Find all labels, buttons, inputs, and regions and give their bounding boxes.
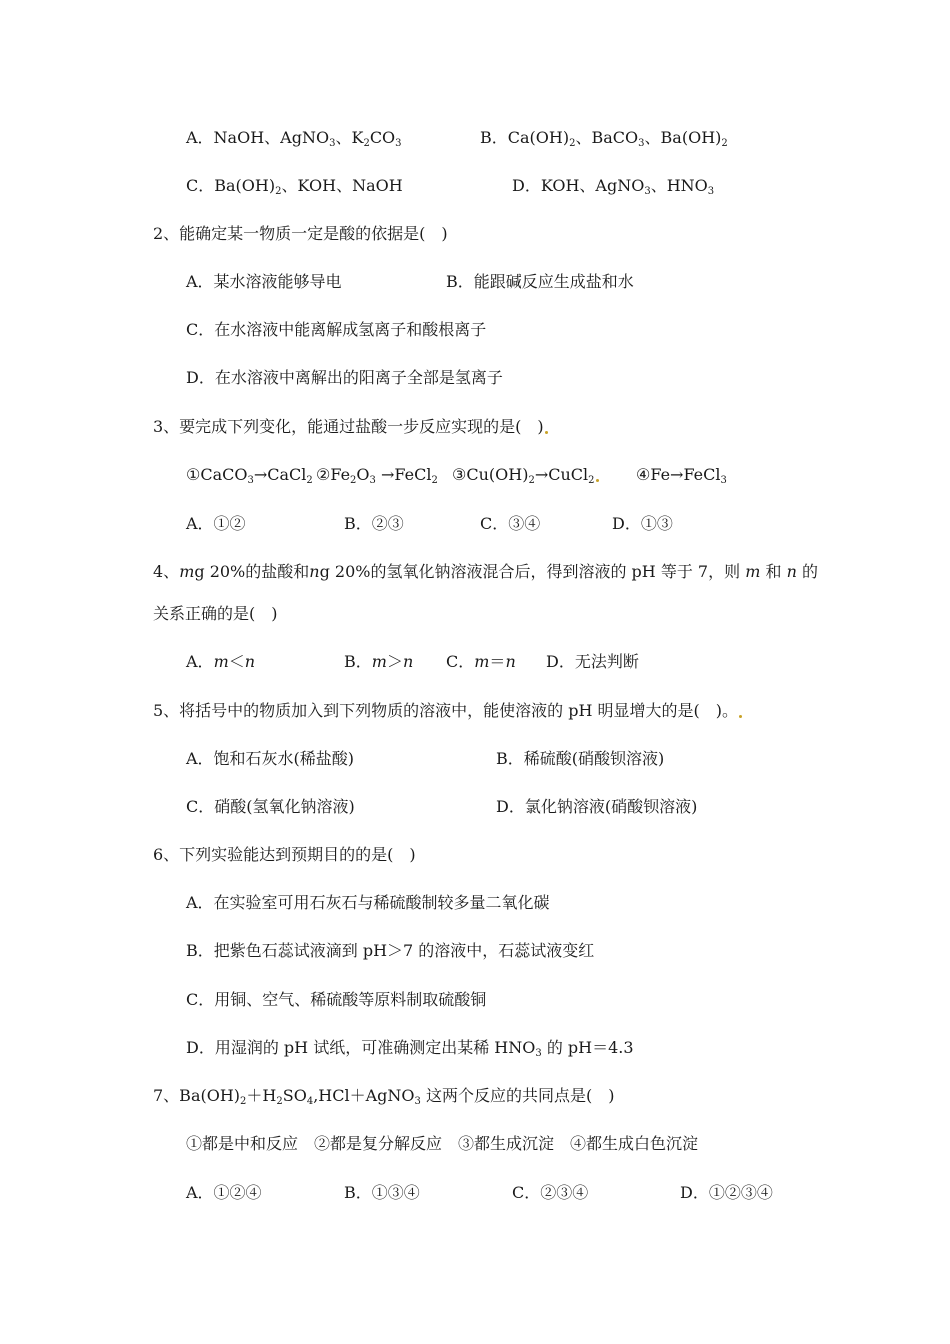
q6-option-c: C．用铜、空气、稀硫酸等原料制取硫酸铜 (186, 990, 487, 1009)
q3-stem: 3、要完成下列变化，能通过盐酸一步反应实现的是( ) (153, 417, 548, 437)
q3-option-a: A．①② (186, 514, 246, 533)
q2-option-a: A．某水溶液能够导电 (186, 272, 342, 291)
q1-option-a: A．NaOH、AgNO$_3$、$K_2CO_3$ (186, 128, 402, 149)
q5-option-a: A．饱和石灰水(稀盐酸) (186, 749, 355, 768)
q3-option-b: B．②③ (344, 514, 404, 533)
q7-option-a: A．①②④ (186, 1183, 262, 1202)
q2-option-d: D．在水溶液中离解出的阳离子全部是氢离子 (186, 368, 503, 387)
q3-option-d: D．①③ (612, 514, 673, 533)
q4-stem-line2: 关系正确的是( ) (153, 604, 278, 623)
q3-change-2: $②Fe_2O_3$ →FeCl$_2$ (316, 465, 438, 486)
ink-mark (739, 715, 742, 718)
ink-mark (545, 431, 548, 434)
q2-option-c: C．在水溶液中能离解成氢离子和酸根离子 (186, 320, 487, 339)
q5-stem: 5、将括号中的物质加入到下列物质的溶液中，能使溶液的 pH 明显增大的是( )。 (153, 701, 742, 721)
q5-option-d: D．氯化钠溶液(硝酸钡溶液) (496, 797, 698, 816)
q7-option-c: C．②③④ (512, 1183, 589, 1202)
q4-option-c: C．m＝n (446, 652, 516, 671)
q6-stem: 6、下列实验能达到预期目的的是( ) (153, 845, 416, 864)
q3-change-3: $③Cu(OH)_2\to CuCl_2$ (452, 465, 599, 485)
q7-statements: ①都是中和反应 ②都是复分解反应 ③都生成沉淀 ④都生成白色沉淀 (186, 1134, 699, 1153)
q1-option-c: C．$Ba(OH)_2$、KOH、NaOH (186, 176, 403, 197)
q7-option-d: D．①②③④ (680, 1183, 773, 1202)
q4-option-d: D．无法判断 (546, 652, 639, 671)
q3-change-1: ①CaCO$_3$→CaCl$_2$ (186, 465, 313, 486)
q3-option-c: C．③④ (480, 514, 541, 533)
q3-change-4: ④Fe→FeCl$_3$ (636, 465, 727, 486)
q4-option-a: A．m＜n (186, 652, 256, 671)
q1-option-b: B．$Ca(OH)_2$、BaCO$_3$、$Ba(OH)_2$ (480, 128, 728, 149)
q6-option-d: D．用湿润的 pH 试纸，可准确测定出某稀 $HNO_3$ 的 pH＝4.3 (186, 1038, 634, 1059)
q5-option-b: B．稀硫酸(硝酸钡溶液) (496, 749, 665, 768)
ink-mark (596, 479, 599, 482)
q4-option-b: B．m＞n (344, 652, 414, 671)
q7-option-b: B．①③④ (344, 1183, 420, 1202)
q6-option-a: A．在实验室可用石灰石与稀硫酸制较多量二氧化碳 (186, 893, 550, 912)
q4-stem-line1: 4、mg 20%的盐酸和ng 20%的氢氧化钠溶液混合后，得到溶液的 pH 等于 7，则 m 和 n 的 (153, 562, 818, 581)
q5-option-c: C．硝酸(氢氧化钠溶液) (186, 797, 355, 816)
q7-stem: 7、$Ba(OH)_2+H_2SO_4,HCl+AgNO_3$ 这两个反应的共同点是( ) (153, 1086, 615, 1107)
q2-option-b: B．能跟碱反应生成盐和水 (446, 272, 634, 291)
q1-option-d: D．KOH、AgNO$_3$、$HNO_3$ (512, 176, 715, 197)
q6-option-b: B．把紫色石蕊试液滴到 pH＞7 的溶液中，石蕊试液变红 (186, 941, 595, 960)
q2-stem: 2、能确定某一物质一定是酸的依据是( ) (153, 224, 448, 243)
